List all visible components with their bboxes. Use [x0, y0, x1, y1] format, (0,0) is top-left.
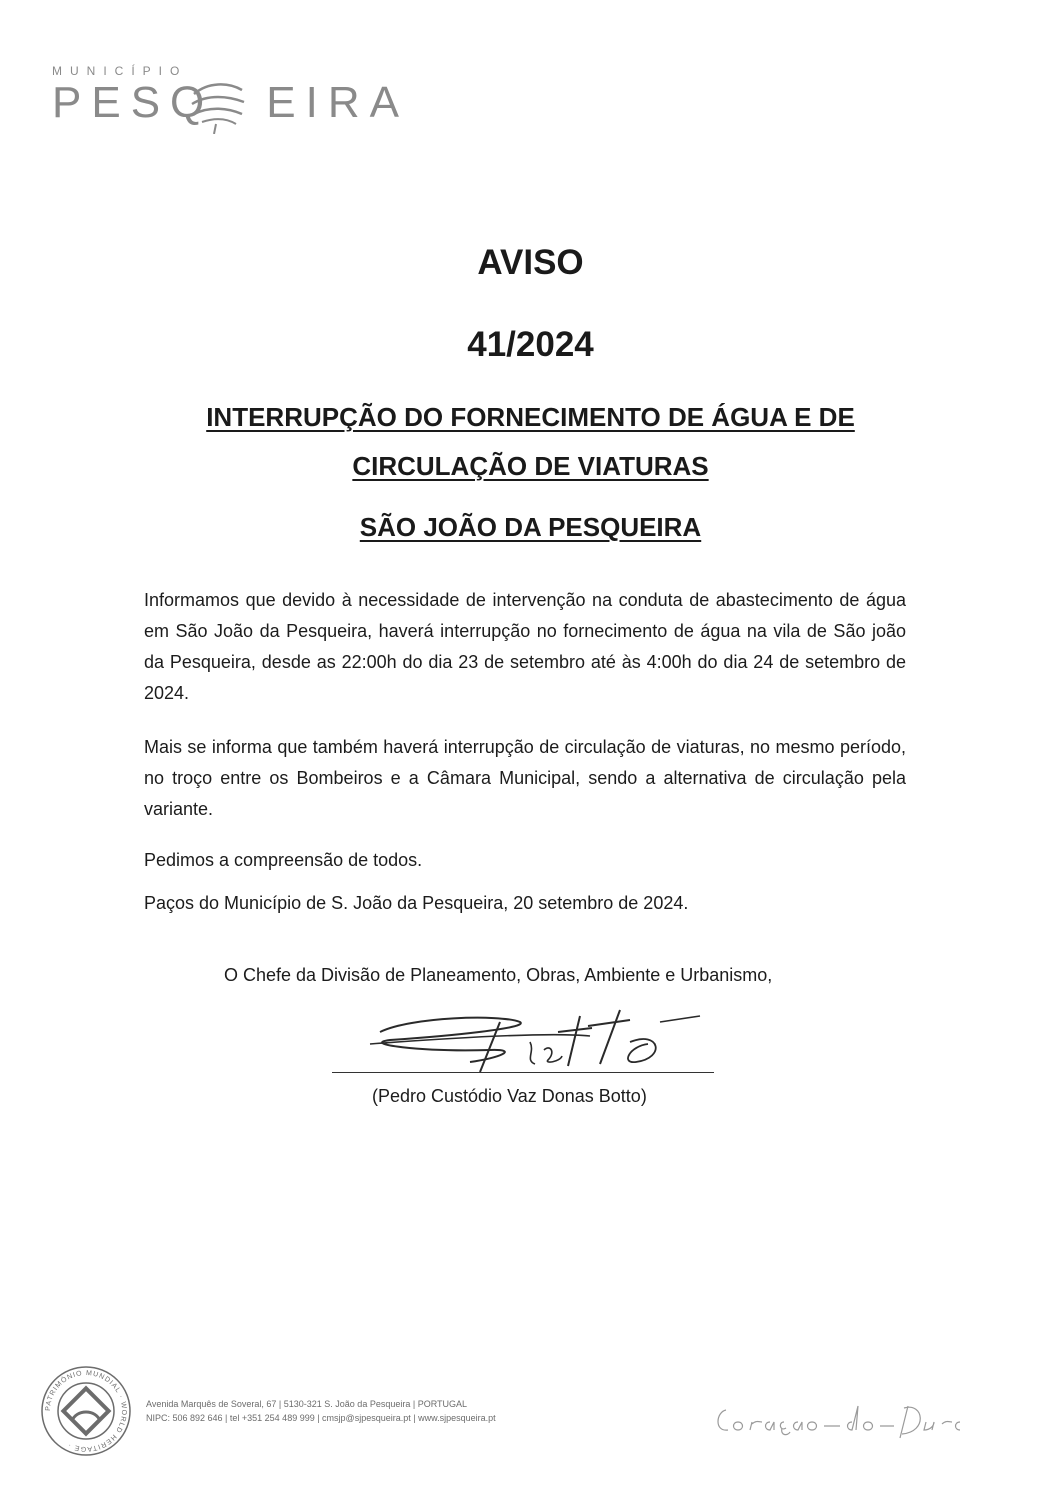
- date-place-line: Paços do Município de S. João da Pesqueira, 20 setembro de 2024.: [144, 893, 689, 913]
- signatory-name: (Pedro Custódio Vaz Donas Botto): [372, 1086, 647, 1106]
- logo-left-text: PESQ: [52, 78, 215, 127]
- signatory-title: O Chefe da Divisão de Planeamento, Obras, Ambiente e Urbanismo,: [224, 965, 773, 985]
- notice-location: SÃO JOÃO DA PESQUEIRA: [359, 512, 702, 542]
- municipality-logo: [52, 64, 409, 144]
- logo-top-text: MUNICÍPIO: [52, 64, 188, 78]
- notice-number: 41/2024: [467, 325, 594, 364]
- body-paragraph: Informamos que devido à necessidade de intervenção na conduta de abastecimento de água em São João da Pesqueira, haverá interrupção no fornecimento de água na vila de São joão da Pesqueira, desde as 22:00h do dia 23 de setembro até às 4:00h do dia 24 de setembro de 2024.: [144, 590, 906, 703]
- world-heritage-seal-icon: [40, 1365, 132, 1457]
- signature-line: [332, 1072, 714, 1073]
- coracao-do-douro-slogan: [712, 1392, 962, 1440]
- logo-right-text: EIRA: [266, 78, 409, 127]
- notice-label: AVISO: [477, 243, 584, 282]
- body-paragraph: Mais se informa que também haverá interrupção de circulação de viaturas, no mesmo período, no troço entre os Bombeiros e a Câmara Municipal, sendo a alternativa de circulação pela variante.: [144, 737, 906, 819]
- footer-address: Avenida Marquês de Soveral, 67 | 5130-321 S. João da Pesqueira | PORTUGAL: [146, 1399, 468, 1409]
- notice-subject-line1: INTERRUPÇÃO DO FORNECIMENTO DE ÁGUA E DE: [206, 402, 855, 432]
- slogan-text: Coração do Douro: [712, 1438, 721, 1439]
- body-paragraph: Pedimos a compreensão de todos.: [144, 850, 423, 870]
- handwritten-signature: [330, 992, 720, 1077]
- river-wave-icon: [188, 78, 248, 134]
- seal-text: PATRIMÓNIO MUNDIAL · WORLD HERITAGE ·: [44, 1369, 128, 1453]
- notice-subject-line2: CIRCULAÇÃO DE VIATURAS: [352, 451, 709, 481]
- footer-contacts: NIPC: 506 892 646 | tel +351 254 489 999 | cmsjp@sjpesqueira.pt | www.sjpesqueira.pt: [146, 1413, 496, 1423]
